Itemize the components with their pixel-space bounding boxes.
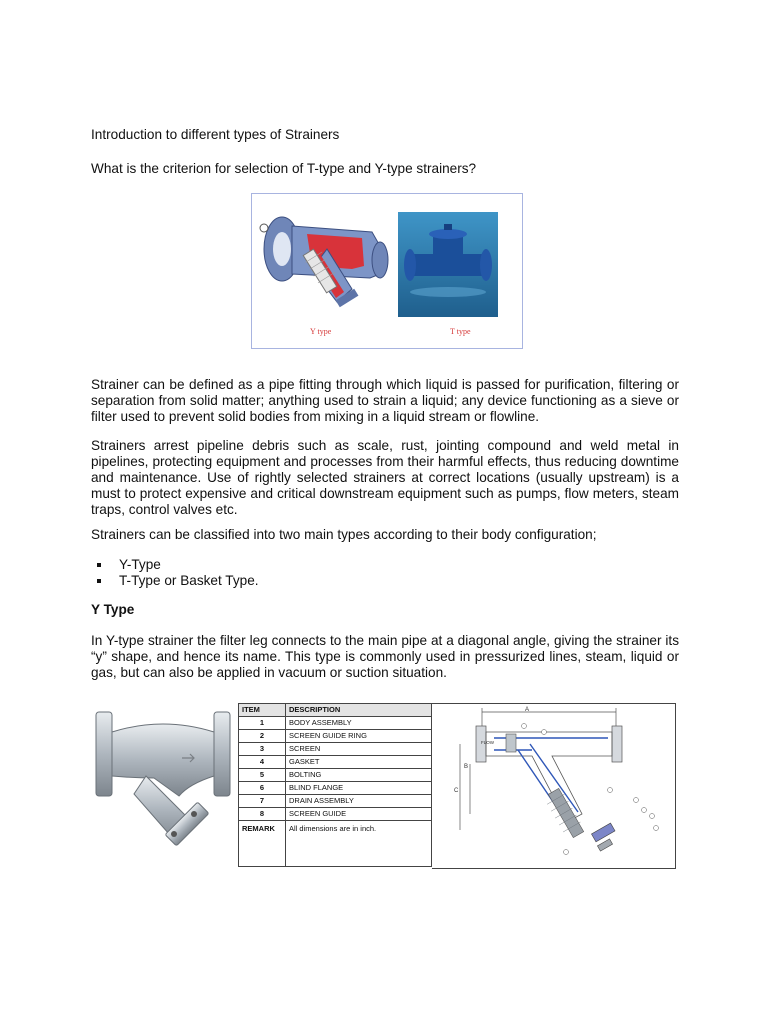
strainer-type-list <box>97 557 259 589</box>
list-item: T-Type or Basket Type. <box>97 573 259 589</box>
t-type-caption: T type <box>450 327 471 336</box>
parts-table <box>238 703 432 867</box>
y-strainer-photo <box>94 706 234 870</box>
list-item: Y-Type <box>97 557 259 573</box>
paragraph-classification: Strainers can be classified into two main types according to their body configuration; <box>91 527 597 542</box>
y-type-caption: Y type <box>310 327 332 336</box>
y-type-strainer-image <box>260 217 388 307</box>
table-row: 2 SCREEN GUIDE RING <box>239 730 432 743</box>
dimension-label-b: B <box>464 764 469 770</box>
bullet-icon <box>97 579 101 583</box>
remark-row <box>239 821 432 867</box>
table-row: 1 BODY ASSEMBLY <box>239 717 432 730</box>
remark-text: All dimensions are in inch. <box>286 821 432 867</box>
dimension-label-c: C <box>454 788 459 794</box>
t-type-strainer-image <box>398 212 498 317</box>
bullet-icon <box>97 563 101 567</box>
doc-title: Introduction to different types of Strainers <box>91 127 340 142</box>
paragraph-debris: Strainers arrest pipeline debris such as scale, rust, jointing compound and weld metal in pipelines, protecting equipment and processes from their harmful effects, thus reducing downtime and maintenance. Use of rightly selected strainers at correct locations (usually upstream) is a must to protect expensive and critical downstream equipment such as pumps, flow meters, steam traps, control valves etc. <box>91 438 679 517</box>
paragraph-y-type: In Y-type strainer the filter leg connects to the main pipe at a diagonal angle, giving the strainer its “y” shape, and hence its name. This type is commonly used in pressurized lines, steam, liquid or gas, but can also be applied in vacuum or suction situation. <box>91 633 679 680</box>
paragraph-definition: Strainer can be defined as a pipe fitting through which liquid is passed for purification, filtering or separation from solid matter; anything used to strain a liquid; any device functioning as a sieve or filter used to prevent solid bodies from mixing in a liquid stream or flowline. <box>91 377 679 424</box>
y-strainer-dimension-diagram <box>432 703 676 869</box>
table-row: 3 SCREEN <box>239 743 432 756</box>
table-row: 7 DRAIN ASSEMBLY <box>239 795 432 808</box>
table-row: 5 BOLTING <box>239 769 432 782</box>
strainer-types-illustration <box>252 194 522 348</box>
table-row: 6 BLIND FLANGE <box>239 782 432 795</box>
doc-question: What is the criterion for selection of T-type and Y-type strainers? <box>91 161 477 176</box>
table-row: 4 GASKET <box>239 756 432 769</box>
table-row: 8 SCREEN GUIDE <box>239 808 432 821</box>
column-header-item: ITEM <box>239 704 286 717</box>
remark-label: REMARK <box>239 821 286 867</box>
dimension-label-a: A <box>525 707 530 713</box>
dimension-drawing <box>432 704 675 868</box>
table-header-row <box>239 704 432 717</box>
flow-label: FLOW <box>481 740 494 745</box>
strainer-types-figure <box>251 193 523 349</box>
section-heading-y-type: Y Type <box>91 602 135 617</box>
column-header-description: DESCRIPTION <box>286 704 432 717</box>
